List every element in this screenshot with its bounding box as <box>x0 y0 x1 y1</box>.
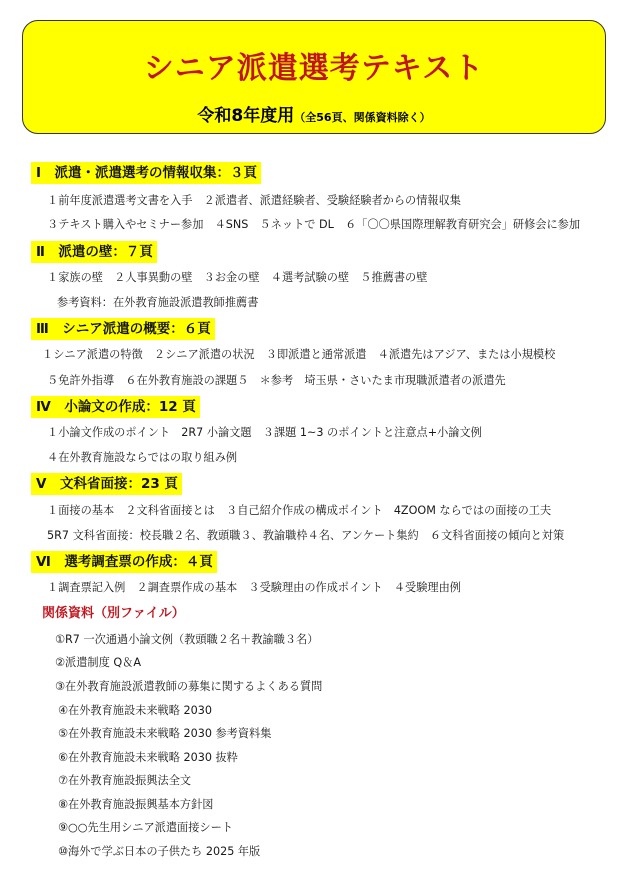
related-item-8: ⑧在外教育施設振興基本方針図 <box>58 798 214 811</box>
related-item-7: ⑦在外教育施設振興法全文 <box>58 774 192 787</box>
section-heading-5: Ⅴ 文科省面接：23 頁 <box>31 473 182 495</box>
related-item-3: ③在外教育施設派遣教師の募集に関するよくある質問 <box>55 680 323 693</box>
section-heading-4: Ⅳ 小論文の作成：12 頁 <box>31 396 200 418</box>
section-1-line-2: ３テキスト購入やセミナー参加 ４SNS ５ネットで DL ６「〇〇県国際理解教育研究会」研修会に参加 <box>47 218 581 231</box>
related-item-10: ⑩海外で学ぶ日本の子供たち 2025 年版 <box>58 845 261 858</box>
related-materials-heading: 関係資料（別ファイル） <box>42 606 185 621</box>
related-item-1: ①R7 一次通過小論文例（教頭職２名＋教諭職３名） <box>55 633 319 646</box>
section-1-line-1: １前年度派遣選考文書を入手 ２派遣者、派遣経験者、受験経験者からの情報収集 <box>47 194 461 207</box>
section-5-line-2: 5R7 文科省面接：校長職２名、教頭職３、教諭職枠４名、アンケート集約 ６文科省面接の傾向と対策 <box>47 529 565 542</box>
section-heading-2: Ⅱ 派遣の壁：７頁 <box>31 241 157 263</box>
section-heading-6: Ⅵ 選考調査票の作成：４頁 <box>31 551 217 573</box>
related-item-4: ④在外教育施設未来戦略 2030 <box>58 704 212 717</box>
related-item-5: ⑤在外教育施設未来戦略 2030 参考資料集 <box>58 727 272 740</box>
page-subtitle <box>23 101 605 126</box>
section-4-line-2: ４在外教育施設ならではの取り組み例 <box>47 451 238 464</box>
subtitle-year: 令和8年度用 <box>197 106 295 126</box>
section-5-line-1: １面接の基本 ２文科省面接とは ３自己紹介作成の構成ポイント 4ZOOM ならではの面接の工夫 <box>47 504 552 517</box>
section-2-line-1: １家族の壁 ２人事異動の壁 ３お金の壁 ４選考試験の壁 ５推薦書の壁 <box>47 271 428 284</box>
related-item-2: ②派遣制度 Q＆A <box>55 656 141 669</box>
subtitle-note: （全56頁、関係資料除く） <box>294 111 431 124</box>
related-item-9: ⑨○○先生用シニア派遣面接シート <box>58 821 233 834</box>
section-heading-1: Ⅰ 派遣・派遣選考の情報収集：３頁 <box>31 162 261 184</box>
section-4-line-1: １小論文作成のポイント 2R7 小論文題 ３課題 1~3 のポイントと注意点+小論文例 <box>47 426 482 439</box>
section-3-line-1: １シニア派遣の特徴 ２シニア派遣の状況 ３即派遣と通常派遣 ４派遣先はアジア、または小規模校 <box>42 348 556 361</box>
related-item-6: ⑥在外教育施設未来戦略 2030 抜粋 <box>58 751 238 764</box>
section-heading-3: Ⅲ シニア派遣の概要：６頁 <box>31 318 215 340</box>
section-6-line-1: １調査票記入例 ２調査票作成の基本 ３受験理由の作成ポイント ４受験理由例 <box>47 581 461 594</box>
section-3-line-2: ５免許外指導 ６在外教育施設の課題５ ＊参考 埼玉県・さいたま市現職派遣者の派遣先 <box>47 374 506 387</box>
title-banner <box>22 20 606 134</box>
page-title: シニア派遣選考テキスト <box>143 51 485 86</box>
section-2-line-2: 参考資料：在外教育施設派遣教師推薦書 <box>57 296 259 309</box>
